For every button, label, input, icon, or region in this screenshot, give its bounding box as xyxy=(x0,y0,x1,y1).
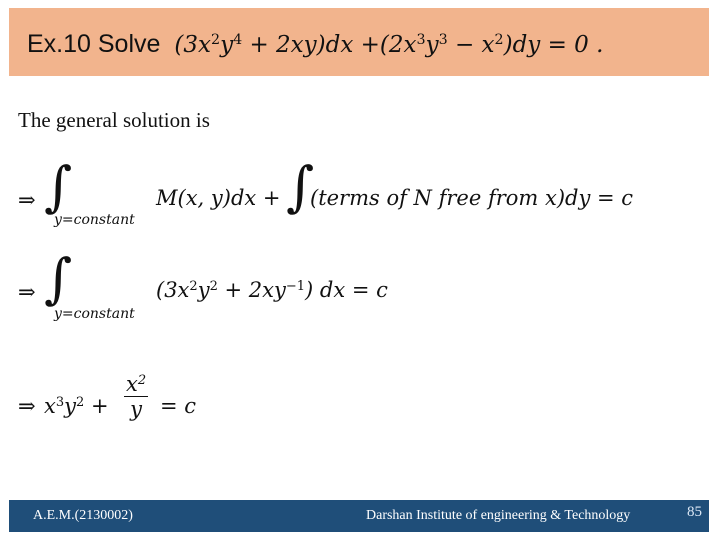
line1-expr-a: M(x, y)dx + xyxy=(156,186,281,210)
title-equation xyxy=(174,32,603,58)
eq-exp: 2 xyxy=(137,372,147,388)
line3-expr-b: = c xyxy=(160,394,197,418)
eq-exp: 2 xyxy=(76,394,85,410)
eq-exp: 2 xyxy=(211,32,221,49)
eq-part: ) dx = c xyxy=(305,278,388,302)
title-prefix: Ex.10 Solve xyxy=(27,30,161,58)
institute-name: Darshan Institute of engineering & Technology xyxy=(366,508,631,523)
integral-limit: y=constant xyxy=(54,306,135,322)
implies-arrow: ⇒ xyxy=(18,394,36,418)
title-bar xyxy=(9,8,709,76)
implies-arrow: ⇒ xyxy=(18,280,36,304)
eq-part: )dy = 0 . xyxy=(503,32,604,58)
eq-exp: 3 xyxy=(416,32,426,49)
line2-expr xyxy=(156,278,388,302)
line1-expr-b: (terms of N free from x)dy = c xyxy=(310,186,634,210)
implies-arrow: ⇒ xyxy=(18,188,36,212)
eq-exp: 3 xyxy=(55,394,65,410)
page-number: 85 xyxy=(687,504,702,520)
eq-part: y xyxy=(425,32,439,58)
eq-part: + xyxy=(84,394,109,418)
eq-exp: 4 xyxy=(233,32,243,49)
eq-exp: 2 xyxy=(189,278,198,294)
integral-limit: y=constant xyxy=(54,212,135,228)
fraction xyxy=(124,372,148,421)
eq-exp: −1 xyxy=(285,278,306,294)
eq-part: y xyxy=(64,394,76,418)
fraction-denominator: y xyxy=(130,397,142,421)
eq-part: y xyxy=(220,32,234,58)
eq-exp: 2 xyxy=(494,32,504,49)
eq-part: (3x xyxy=(174,32,211,58)
integral-sign: ∫ xyxy=(44,155,73,218)
integral-sign: ∫ xyxy=(286,155,315,218)
integral-sign: ∫ xyxy=(44,247,73,310)
eq-part: + 2xy)dx +(2x xyxy=(242,32,417,58)
eq-exp: 3 xyxy=(438,32,448,49)
eq-part: x xyxy=(44,394,56,418)
eq-exp: 2 xyxy=(209,278,218,294)
course-code: A.E.M.(2130002) xyxy=(33,508,133,523)
eq-part: (3x xyxy=(156,278,190,302)
footer-bar xyxy=(9,500,709,532)
line3-expr-a xyxy=(44,394,109,418)
eq-part: x xyxy=(126,372,138,396)
eq-part: − x xyxy=(447,32,495,58)
intro-text: The general solution is xyxy=(18,108,210,132)
fraction-numerator xyxy=(124,372,148,397)
eq-part: + 2xy xyxy=(217,278,286,302)
slide-title xyxy=(27,30,603,59)
eq-part: y xyxy=(197,278,210,302)
